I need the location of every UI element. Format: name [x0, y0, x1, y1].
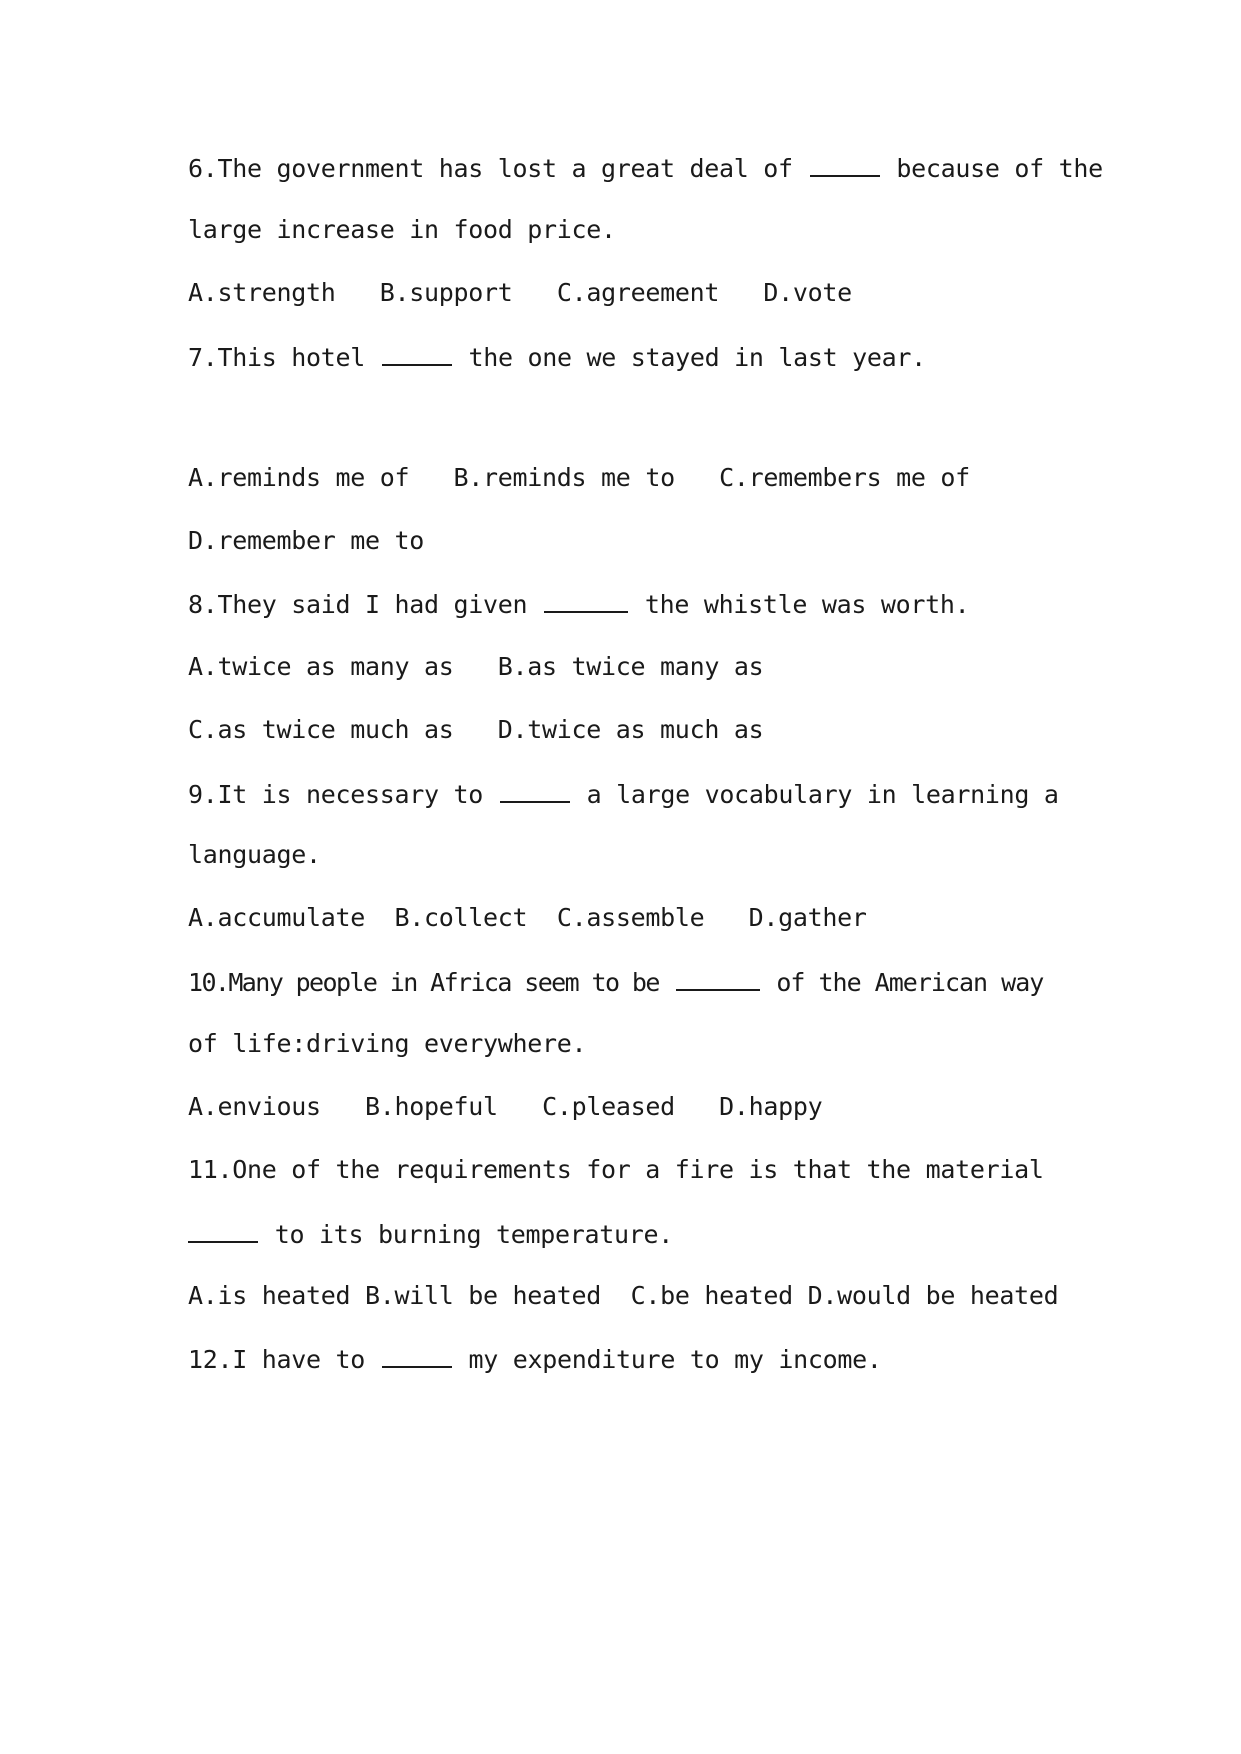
- answer-blank: [810, 147, 880, 177]
- question-11-line-1: 11.One of the requirements for a fire is that the material: [188, 1155, 1044, 1184]
- question-stem: my expenditure to my income.: [468, 1345, 882, 1374]
- question-6-line-1: [188, 147, 1103, 187]
- option-d: D.gather: [748, 903, 867, 932]
- question-9-line-2: language.: [188, 840, 321, 869]
- question-6-line-2: large increase in food price.: [188, 215, 616, 244]
- question-stem: a large vocabulary in learning a: [586, 780, 1059, 809]
- option-d: D.vote: [763, 278, 852, 307]
- option-b: B.will be heated: [365, 1281, 602, 1310]
- answer-blank: [382, 1338, 452, 1368]
- option-b: B.hopeful: [365, 1092, 498, 1121]
- option-c: C.as twice much as: [188, 715, 454, 744]
- option-a: A.strength: [188, 278, 336, 307]
- question-10-line-1: [188, 961, 1068, 1001]
- question-stem: 7.This hotel: [188, 343, 366, 372]
- question-7-options: [188, 458, 1068, 498]
- question-9-line-1: [188, 773, 1068, 813]
- question-7-line-1: [188, 336, 1068, 376]
- option-b: B.as twice many as: [497, 652, 764, 681]
- question-stem: 9.It is necessary to: [188, 780, 484, 809]
- answer-blank: [544, 583, 628, 613]
- option-d: D.happy: [719, 1092, 823, 1121]
- question-12-line-1: [188, 1338, 1068, 1378]
- question-10-line-2: of life:driving everywhere.: [188, 1029, 587, 1058]
- option-c: C.assemble: [556, 903, 705, 932]
- question-stem: 8.They said I had given: [188, 590, 528, 619]
- question-8-options: [188, 647, 1068, 687]
- option-a: A.accumulate: [188, 903, 366, 932]
- question-stem: to its burning temperature.: [274, 1220, 674, 1249]
- question-stem: 10.Many people in Africa seem to be: [188, 968, 659, 997]
- option-c: C.agreement: [556, 278, 720, 307]
- option-a: A.twice as many as: [188, 652, 454, 681]
- answer-blank: [500, 773, 570, 803]
- question-6-options: [188, 273, 1068, 313]
- option-a: A.envious: [188, 1092, 321, 1121]
- option-d: D.remember me to: [188, 526, 425, 555]
- option-c: C.pleased: [542, 1092, 675, 1121]
- question-7-options-cont: [188, 521, 1068, 561]
- question-8-line-1: [188, 583, 1068, 623]
- option-d: D.twice as much as: [497, 715, 764, 744]
- question-stem: the one we stayed in last year.: [468, 343, 926, 372]
- question-stem: the whistle was worth.: [644, 590, 970, 619]
- question-11-options: [188, 1276, 1068, 1316]
- answer-blank: [676, 961, 760, 991]
- option-b: B.collect: [394, 903, 528, 932]
- question-stem: of the American way: [776, 968, 1044, 997]
- option-b: B.reminds me to: [453, 463, 675, 492]
- option-c: C.be heated: [630, 1281, 793, 1310]
- option-a: A.is heated: [188, 1281, 351, 1310]
- question-11-line-2: [188, 1213, 1068, 1253]
- question-stem: 6.The government has lost a great deal of: [188, 154, 793, 183]
- answer-blank: [188, 1213, 258, 1243]
- question-9-options: [188, 898, 1068, 938]
- option-d: D.would be heated: [807, 1281, 1059, 1310]
- question-stem: 12.I have to: [188, 1345, 366, 1374]
- option-a: A.reminds me of: [188, 463, 410, 492]
- question-10-options: [188, 1087, 1068, 1127]
- option-c: C.remembers me of: [719, 463, 970, 492]
- option-b: B.support: [379, 278, 513, 307]
- question-stem: because of the: [896, 154, 1103, 183]
- question-8-options-cont: [188, 710, 1068, 750]
- answer-blank: [382, 336, 452, 366]
